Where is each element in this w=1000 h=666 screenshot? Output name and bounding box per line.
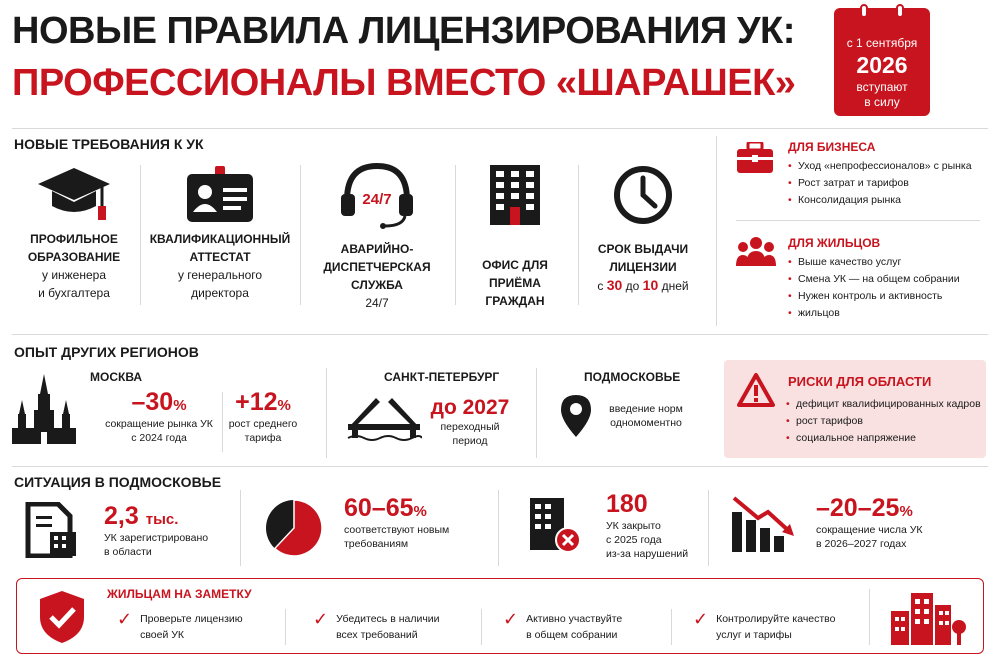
divider — [736, 220, 980, 221]
closed-building-icon — [526, 494, 584, 554]
check-icon: ✓ — [693, 609, 709, 629]
risks-panel — [724, 360, 986, 458]
spb-stat: до 2027 переходный период — [430, 396, 510, 447]
calendar-status-line1: вступают — [856, 80, 908, 94]
divider — [12, 334, 988, 335]
requirements-heading: НОВЫЕ ТРЕБОВАНИЯ К УК — [14, 136, 204, 152]
divider — [716, 136, 717, 326]
headset-icon — [302, 160, 452, 230]
requirement-education: ПРОФИЛЬНОЕ ОБРАЗОВАНИЕ у инженера и бухгалтера — [14, 160, 134, 302]
moscow-stat-market: –30% сокращение рынка УК с 2024 года — [105, 388, 213, 444]
clock-icon — [584, 160, 702, 230]
business-heading: ДЛЯ БИЗНЕСА — [788, 140, 876, 154]
tip-item: ✓ Активно участвуйте в общем собрании — [503, 609, 623, 641]
business-block — [736, 140, 986, 209]
list-item: • Уход «непрофессионалов» с рынка — [788, 158, 986, 175]
tip-item: ✓ Контролируйте качество услуг и тарифы — [693, 609, 836, 641]
list-item: • дефицит квалифицированных кадров — [786, 396, 981, 413]
list-item: • Смена УК — на общем собрании — [788, 271, 986, 288]
tip-item: ✓ Проверьте лицензию своей УК — [117, 609, 243, 641]
region-moscow-name: МОСКВА — [90, 370, 143, 384]
requirement-certificate: КВАЛИФИКАЦИОННЫЙ АТТЕСТАТ у генерального директора — [145, 160, 295, 302]
document-building-icon — [24, 502, 80, 558]
tip-item: ✓ Убедитесь в наличии всех требований — [313, 609, 440, 641]
briefcase-icon — [736, 142, 774, 174]
pie-chart-icon — [264, 498, 324, 558]
list-item: • Рост затрат и тарифов — [788, 175, 986, 192]
residents-block — [736, 236, 986, 322]
region-podmoskovye-name: ПОДМОСКОВЬЕ — [584, 370, 681, 384]
check-icon: ✓ — [313, 609, 329, 629]
podmoskovye-note: введение норм одномоментно — [609, 403, 683, 429]
svg-text:24/7: 24/7 — [362, 191, 392, 208]
drawbridge-icon — [346, 392, 422, 442]
kremlin-icon — [12, 372, 76, 444]
notes-heading: ЖИЛЬЦАМ НА ЗАМЕТКУ — [107, 587, 252, 601]
situation-stat-closed: 180 УК закрыто с 2025 года из-за нарушений — [606, 490, 689, 560]
people-icon — [736, 236, 776, 268]
risks-heading: РИСКИ ДЛЯ ОБЛАСТИ — [788, 374, 932, 389]
warning-icon — [736, 372, 776, 408]
situation-stat-registered: 2,3 тыс. УК зарегистрировано в области — [104, 502, 209, 558]
divider — [285, 609, 286, 645]
list-item: • Консолидация рынка — [788, 192, 986, 209]
requirement-office: ОФИС ДЛЯ ПРИЁМА ГРАЖДАН — [460, 160, 570, 310]
divider — [140, 165, 141, 305]
notes-panel — [16, 578, 984, 654]
divider — [12, 128, 988, 129]
divider — [455, 165, 456, 305]
divider — [12, 466, 988, 467]
page-title-line1: НОВЫЕ ПРАВИЛА ЛИЦЕНЗИРОВАНИЯ УК: — [12, 10, 795, 52]
divider — [326, 368, 327, 458]
divider — [671, 609, 672, 645]
divider — [578, 165, 579, 305]
calendar-status-line2: в силу — [864, 95, 900, 109]
calendar-badge — [834, 8, 930, 116]
requirement-dispatch: 24/7 АВАРИЙНО- ДИСПЕТЧЕРСКАЯ СЛУЖБА 24/7 — [302, 160, 452, 312]
divider — [708, 490, 709, 566]
list-item: • рост тарифов — [786, 413, 981, 430]
list-item: • жильцов — [788, 305, 986, 322]
moscow-stat-tariff: +12% рост среднего тарифа — [228, 388, 298, 444]
situation-heading: СИТУАЦИЯ В ПОДМОСКОВЬЕ — [14, 474, 222, 490]
residents-heading: ДЛЯ ЖИЛЬЦОВ — [788, 236, 881, 250]
regions-heading: ОПЫТ ДРУГИХ РЕГИОНОВ — [14, 344, 199, 360]
shield-check-icon — [37, 589, 87, 645]
check-icon: ✓ — [503, 609, 519, 629]
situation-stat-reduction: –20–25% сокращение числа УК в 2026–2027 годах — [816, 494, 923, 550]
divider — [300, 165, 301, 305]
divider — [536, 368, 537, 458]
divider — [240, 490, 241, 566]
office-building-icon — [460, 160, 570, 230]
calendar-year: 2026 — [856, 52, 908, 78]
list-item: • социальное напряжение — [786, 430, 981, 447]
declining-chart-icon — [728, 494, 800, 554]
calendar-date: с 1 сентября — [846, 36, 918, 50]
divider — [869, 589, 870, 645]
id-card-icon — [145, 160, 295, 230]
graduation-cap-icon — [14, 160, 134, 230]
divider — [481, 609, 482, 645]
license-term-range: с 30 до 10 дней — [597, 277, 689, 293]
houses-icon — [887, 587, 967, 647]
region-spb-name: САНКТ-ПЕТЕРБУРГ — [384, 370, 500, 384]
list-item: • Нужен контроль и активность — [788, 288, 986, 305]
map-pin-icon — [560, 394, 592, 438]
list-item: • Выше качество услуг — [788, 254, 986, 271]
requirement-license-term: СРОК ВЫДАЧИ ЛИЦЕНЗИИ с 30 до 10 дней — [584, 160, 702, 295]
check-icon: ✓ — [117, 609, 133, 629]
situation-stat-compliant: 60–65% соответствуют новым требованиям — [344, 494, 450, 550]
divider — [498, 490, 499, 566]
page-title-line2: ПРОФЕССИОНАЛЫ ВМЕСТО «ШАРАШЕК» — [12, 62, 796, 104]
